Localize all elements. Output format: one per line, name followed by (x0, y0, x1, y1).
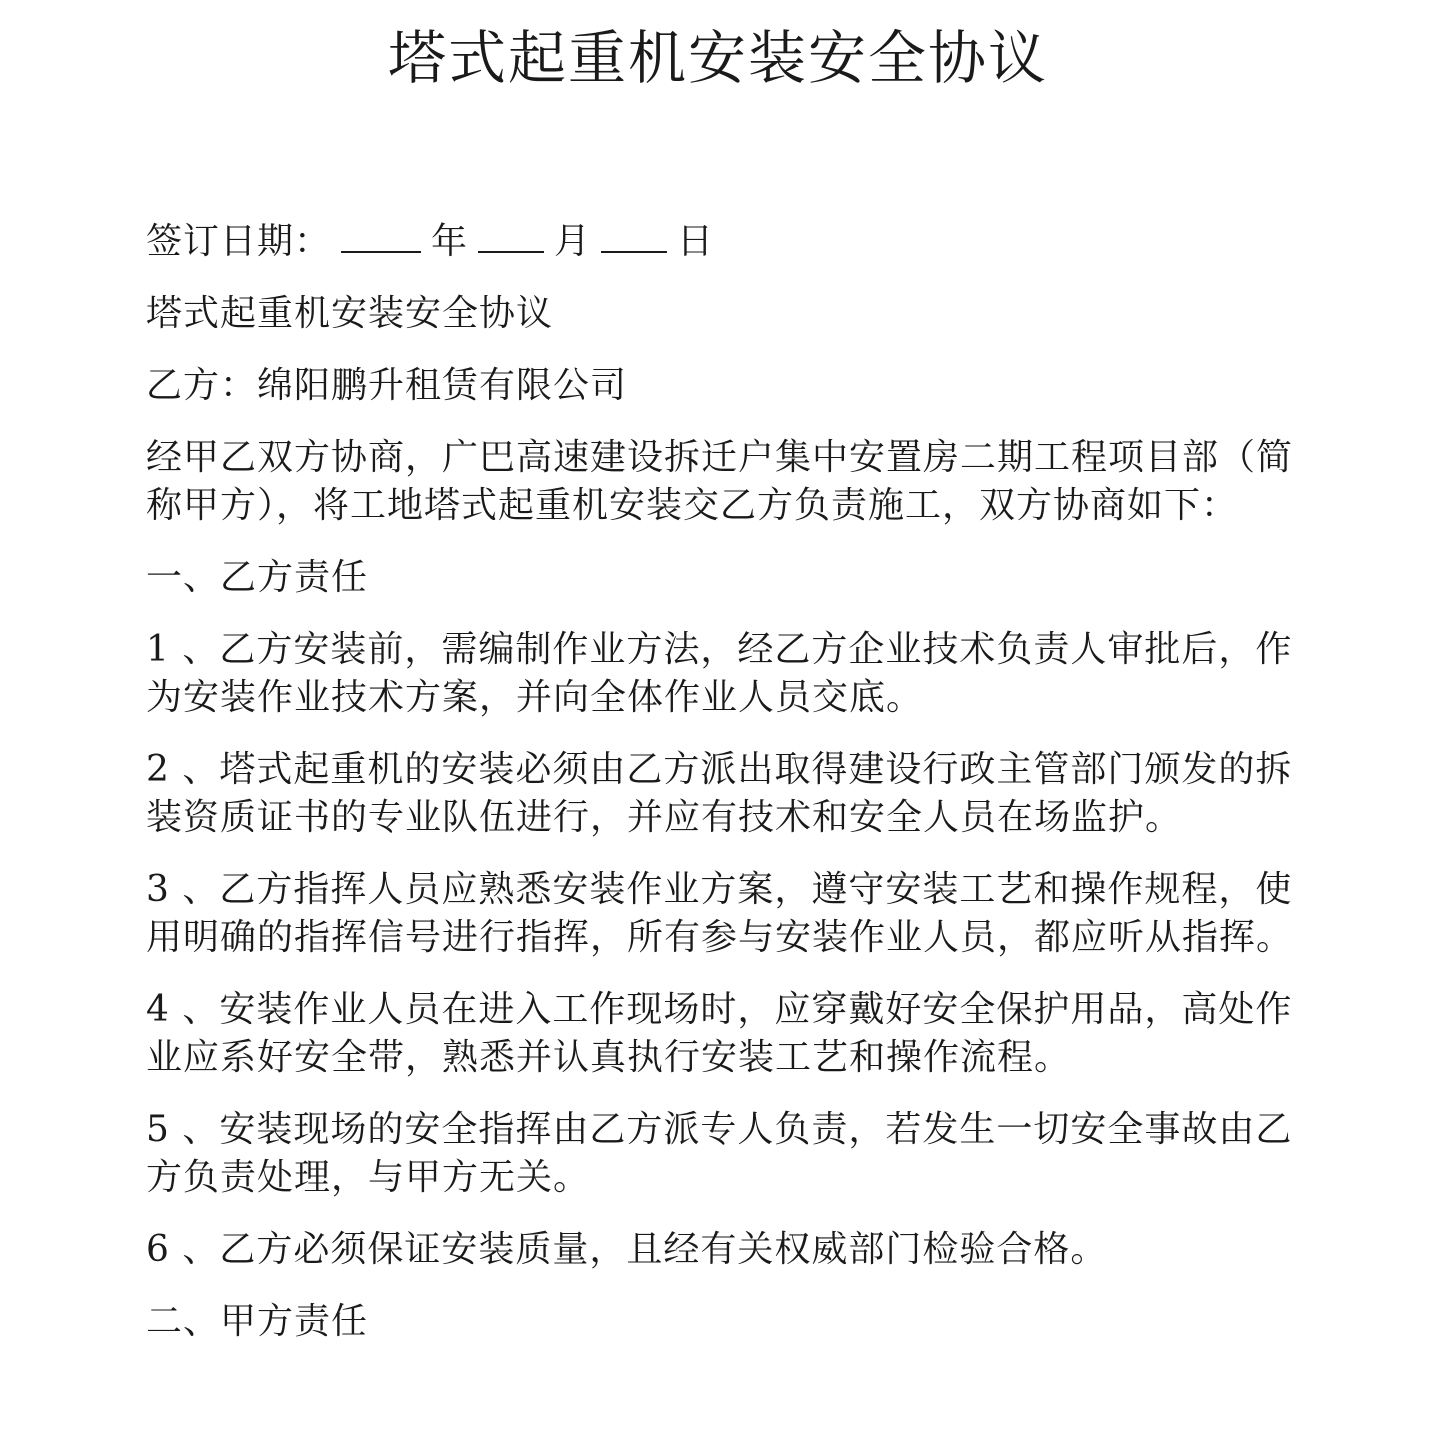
document-body (146, 218, 1296, 1370)
day-label: 日 (677, 221, 715, 262)
intro-paragraph: 经甲乙双方协商，广巴高速建设拆迁户集中安置房二期工程项目部（简称甲方），将工地塔式起重机安装交乙方负责施工，双方协商如下： (146, 437, 1294, 526)
day-blank (601, 221, 667, 253)
clause-item: 4 、安装作业人员在进入工作现场时，应穿戴好安全保护用品，高处作业应系好安全带，熟悉并认真执行安装工艺和操作流程。 (146, 989, 1293, 1078)
month-label: 月 (554, 221, 592, 262)
month-blank (478, 221, 544, 253)
clause-item: 1 、乙方安装前，需编制作业方法，经乙方企业技术负责人审批后，作为安装作业技术方案，并向全体作业人员交底。 (146, 629, 1293, 718)
clause-item: 6 、乙方必须保证安装质量，且经有关权威部门检验合格。 (146, 1229, 1108, 1270)
section-heading-party-b: 一、乙方责任 (146, 557, 369, 598)
clause-item: 3 、乙方指挥人员应熟悉安装作业方案，遵守安装工艺和操作规程，使用明确的指挥信号进行指挥，所有参与安装作业人员，都应听从指挥。 (146, 869, 1294, 958)
year-label: 年 (431, 221, 469, 262)
document-title: 塔式起重机安装安全协议 (387, 24, 1048, 92)
agreement-subtitle: 塔式起重机安装安全协议 (146, 293, 554, 334)
party-b-line: 乙方：绵阳鹏升租赁有限公司 (146, 365, 628, 406)
year-blank (341, 221, 421, 253)
clause-item: 5 、安装现场的安全指挥由乙方派专人负责，若发生一切安全事故由乙方负责处理，与甲方无关。 (146, 1109, 1293, 1198)
section-heading-party-a: 二、甲方责任 (146, 1301, 369, 1342)
signing-date-line (146, 218, 1296, 266)
clause-item: 2 、塔式起重机的安装必须由乙方派出取得建设行政主管部门颁发的拆装资质证书的专业队伍进行，并应有技术和安全人员在场监护。 (146, 749, 1293, 838)
signing-date-label: 签订日期： (146, 221, 332, 262)
